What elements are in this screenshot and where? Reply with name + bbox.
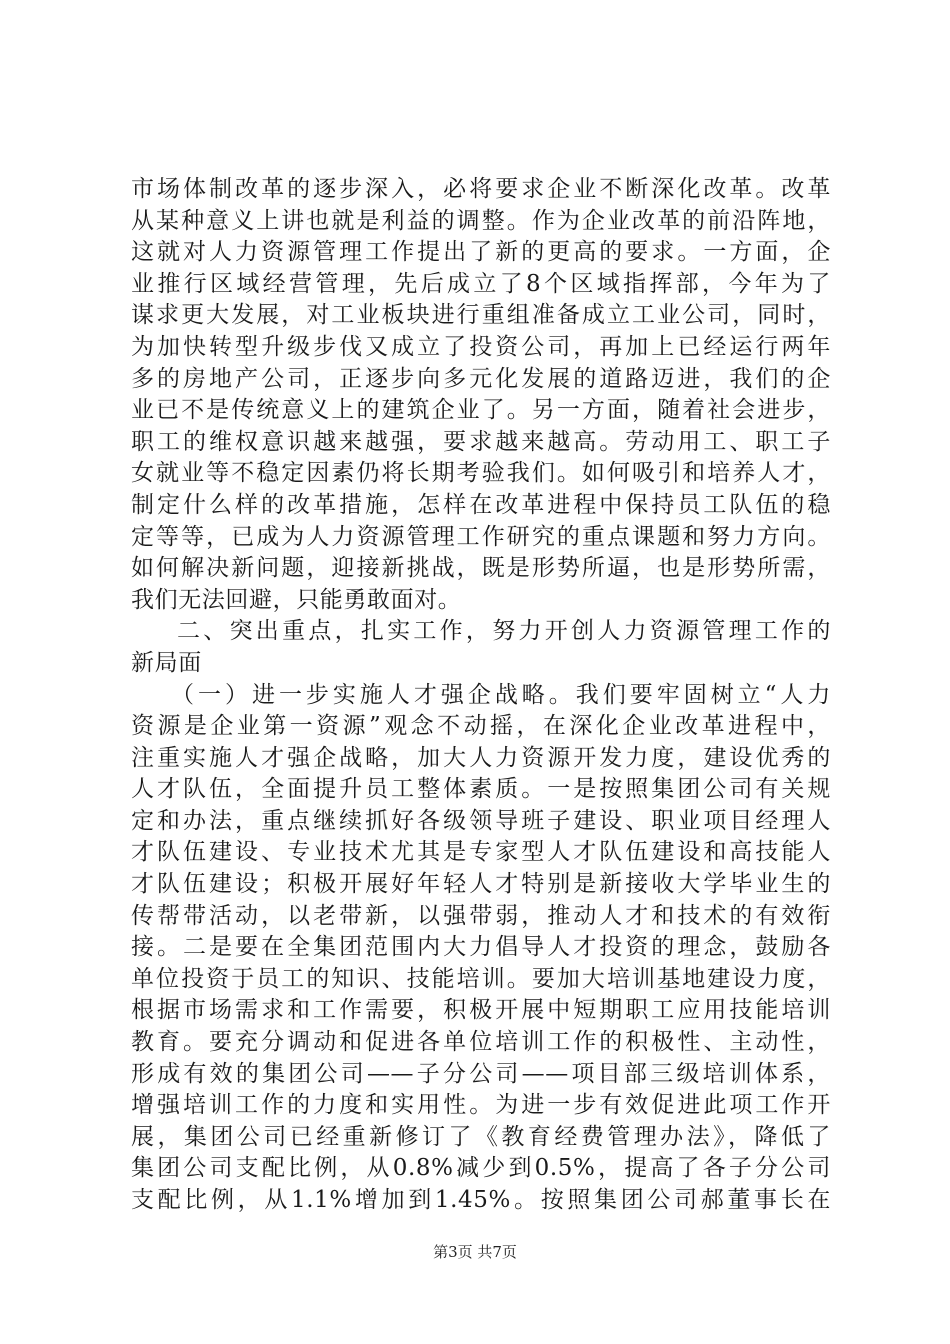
text-line: 才队伍建设；积极开展好年轻人才特别是新接收大学毕业生的	[131, 871, 831, 898]
text-line: 人才队伍，全面提升员工整体素质。一是按照集团公司有关规	[131, 776, 831, 803]
page-number-label: 第3页 共7页	[433, 1243, 517, 1261]
text-line: 业已不是传统意义上的建筑企业了。另一方面，随着社会进步，	[131, 397, 831, 424]
text-line: 单位投资于员工的知识、技能培训。要加大培训基地建设力度，	[131, 965, 831, 992]
text-line: 多的房地产公司，正逐步向多元化发展的道路迈进，我们的企	[131, 365, 831, 392]
text-line: 接。二是要在全集团范围内大力倡导人才投资的理念，鼓励各	[131, 934, 831, 961]
text-line: 集团公司支配比例，从0.8%减少到0.5%，提高了各子分公司	[131, 1155, 831, 1182]
text-line: 支配比例，从1.1%增加到1.45%。按照集团公司郝董事长在	[131, 1187, 831, 1213]
text-line: 市场体制改革的逐步深入，必将要求企业不断深化改革。改革	[131, 176, 831, 202]
text-line: 我们无法回避，只能勇敢面对。	[131, 586, 462, 613]
text-line: 职工的维权意识越来越强，要求越来越高。劳动用工、职工子	[131, 428, 831, 455]
text-line: 才队伍建设、专业技术尤其是专家型人才队伍建设和高技能人	[131, 839, 831, 866]
text-line: 形成有效的集团公司——子分公司——项目部三级培训体系，	[131, 1060, 831, 1087]
text-line: 资源是企业第一资源”观念不动摇，在深化企业改革进程中，	[131, 713, 831, 740]
text-line: 制定什么样的改革措施，怎样在改革进程中保持员工队伍的稳	[131, 491, 831, 518]
text-line: 增强培训工作的力度和实用性。为进一步有效促进此项工作开	[131, 1092, 831, 1119]
text-line: 展，集团公司已经重新修订了《教育经费管理办法》，降低了	[131, 1123, 831, 1150]
text-line: 如何解决新问题，迎接新挑战，既是形势所逼，也是形势所需，	[131, 555, 831, 582]
text-line: 从某种意义上讲也就是利益的调整。作为企业改革的前沿阵地，	[131, 207, 831, 234]
text-line: 谋求更大发展，对工业板块进行重组准备成立工业公司，同时，	[131, 302, 831, 329]
text-line: 为加快转型升级步伐又成立了投资公司，再加上已经运行两年	[131, 333, 831, 360]
document-body	[131, 174, 831, 1217]
subsection-heading-line: （一）进一步实施人才强企战略。我们要牢固树立“人力	[171, 681, 831, 708]
text-line: 根据市场需求和工作需要，积极开展中短期职工应用技能培训	[131, 997, 831, 1024]
text-line: 女就业等不稳定因素仍将长期考验我们。如何吸引和培养人才，	[131, 460, 831, 487]
section-heading: 二、突出重点，扎实工作，努力开创人力资源管理工作的	[177, 618, 831, 645]
section-heading-continued: 新局面	[131, 649, 202, 676]
text-line: 这就对人力资源管理工作提出了新的更高的要求。一方面，企	[131, 239, 831, 266]
text-line: 定和办法，重点继续抓好各级领导班子建设、职业项目经理人	[131, 807, 831, 834]
text-line: 注重实施人才强企战略，加大人力资源开发力度，建设优秀的	[131, 744, 831, 771]
text-line: 教育。要充分调动和促进各单位培训工作的积极性、主动性，	[131, 1029, 831, 1056]
text-line: 业推行区域经营管理，先后成立了8个区域指挥部，今年为了	[131, 270, 831, 297]
text-line: 传帮带活动，以老带新，以强带弱，推动人才和技术的有效衔	[131, 902, 831, 929]
page-footer	[0, 1242, 950, 1262]
text-line: 定等等，已成为人力资源管理工作研究的重点课题和努力方向。	[131, 523, 831, 550]
